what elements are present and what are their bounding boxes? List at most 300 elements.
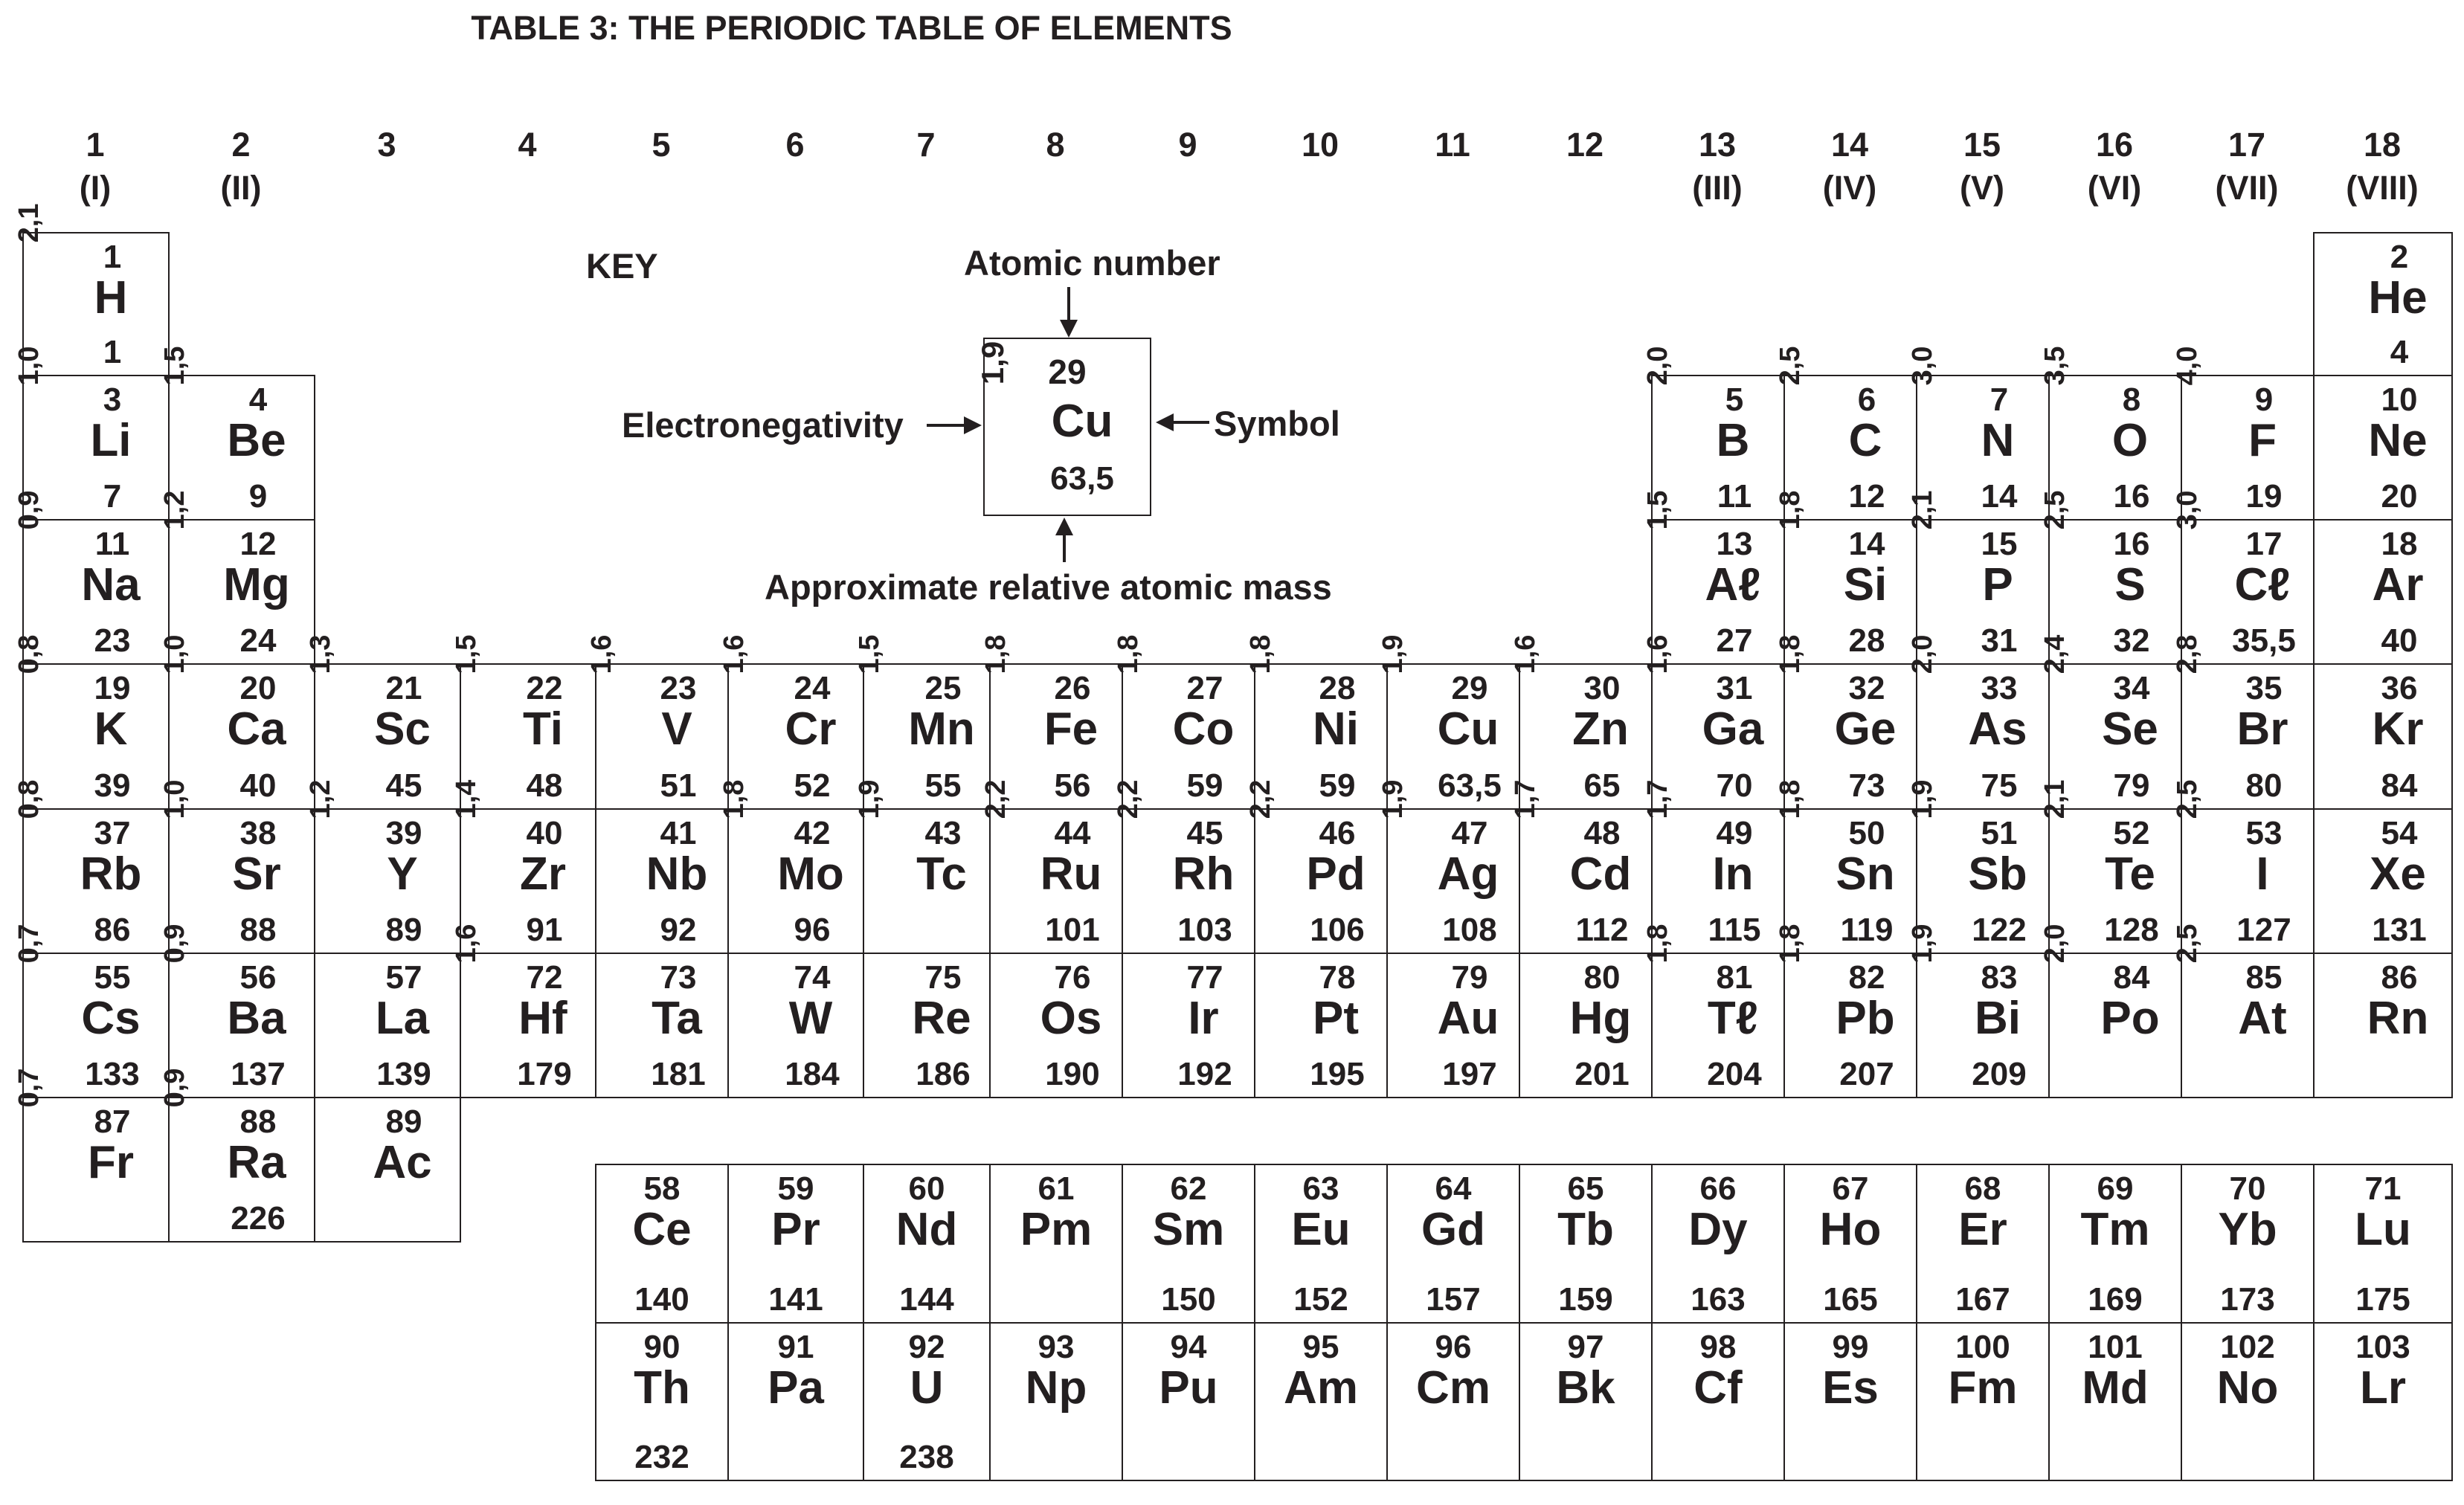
- atomic-number: 5: [1725, 381, 1744, 418]
- atomic-mass: 7: [103, 478, 122, 515]
- element-symbol: Au: [1437, 993, 1499, 1044]
- element-symbol: Sn: [1836, 848, 1895, 900]
- element-symbol: Y: [387, 848, 418, 900]
- atomic-mass: 73: [1848, 767, 1885, 804]
- element-symbol: Pb: [1836, 993, 1895, 1044]
- atomic-mass: 91: [526, 912, 563, 948]
- electronegativity: 1,6: [586, 634, 617, 674]
- electronegativity: 1,6: [451, 924, 482, 964]
- element-symbol: Nb: [646, 848, 708, 900]
- element-symbol: Np: [1025, 1362, 1087, 1414]
- atomic-number: 65: [1567, 1170, 1604, 1207]
- atomic-number: 62: [1170, 1170, 1207, 1207]
- element-symbol: Mn: [908, 703, 975, 755]
- element-symbol: Ge: [1834, 703, 1897, 755]
- electronegativity: 1,6: [1642, 634, 1673, 674]
- atomic-number: 66: [1699, 1170, 1737, 1207]
- element-symbol: Pt: [1313, 993, 1359, 1044]
- atomic-mass: 175: [2355, 1281, 2410, 1318]
- atomic-number: 14: [1848, 526, 1885, 562]
- atomic-number: 93: [1038, 1329, 1075, 1365]
- group-number: 17: [2227, 126, 2266, 164]
- electronegativity: 1,5: [1642, 490, 1673, 530]
- element-symbol: La: [375, 993, 430, 1044]
- atomic-mass: 75: [1981, 767, 2018, 804]
- atomic-number: 11: [94, 526, 130, 562]
- electronegativity: 1,0: [159, 634, 190, 674]
- electronegativity: 2,1: [13, 203, 45, 243]
- atomic-mass: 24: [239, 622, 277, 659]
- group-roman-numeral: (IV): [1822, 169, 1877, 207]
- electronegativity: 3,5: [2039, 346, 2071, 386]
- atomic-number: 67: [1832, 1170, 1869, 1207]
- atomic-mass: 207: [1839, 1056, 1894, 1092]
- atomic-number: 24: [794, 670, 831, 706]
- element-symbol: Ca: [227, 703, 286, 755]
- atomic-number: 31: [1716, 670, 1753, 706]
- electronegativity: 2,2: [980, 779, 1011, 819]
- element-symbol: Zn: [1572, 703, 1629, 755]
- atomic-mass: 103: [1177, 912, 1232, 948]
- element-symbol: Aℓ: [1705, 559, 1761, 610]
- electronegativity: 1,6: [718, 634, 750, 674]
- element-symbol: Br: [2236, 703, 2288, 755]
- atomic-mass: 167: [1955, 1281, 2010, 1318]
- electronegativity: 2,1: [2039, 779, 2071, 819]
- atomic-number: 29: [1451, 670, 1488, 706]
- atomic-number: 54: [2381, 815, 2418, 851]
- atomic-mass: 139: [376, 1056, 431, 1092]
- element-symbol: Dy: [1688, 1204, 1748, 1255]
- atomic-mass: 32: [2113, 622, 2150, 659]
- atomic-number: 32: [1848, 670, 1885, 706]
- atomic-number: 76: [1054, 959, 1091, 996]
- electronegativity: 1,9: [854, 779, 885, 819]
- element-symbol: Gd: [1421, 1204, 1486, 1255]
- atomic-mass: 40: [2381, 622, 2418, 659]
- group-roman-numeral: (I): [79, 169, 112, 207]
- element-symbol: Pa: [768, 1362, 824, 1414]
- key-electronegativity-label: Electronegativity: [622, 405, 904, 445]
- element-symbol: Pd: [1306, 848, 1366, 900]
- electronegativity: 2,5: [1775, 346, 1806, 386]
- atomic-mass: 23: [94, 622, 131, 659]
- electronegativity: 1,7: [1642, 779, 1673, 819]
- atomic-number: 13: [1716, 526, 1753, 562]
- element-symbol: Sr: [232, 848, 281, 900]
- atomic-number: 25: [924, 670, 962, 706]
- atomic-mass: 59: [1319, 767, 1356, 804]
- atomic-mass: 80: [2245, 767, 2283, 804]
- atomic-mass: 56: [1054, 767, 1091, 804]
- atomic-number: 59: [777, 1170, 814, 1207]
- group-number: 6: [785, 126, 805, 164]
- atomic-mass: 1: [103, 334, 122, 370]
- atomic-number: 3: [103, 381, 122, 418]
- atomic-number: 12: [239, 526, 277, 562]
- atomic-number: 36: [2381, 670, 2418, 706]
- group-roman-numeral: (II): [220, 169, 262, 207]
- electronegativity: 2,1: [1907, 490, 1938, 530]
- atomic-number: 101: [2088, 1329, 2143, 1365]
- atomic-number: 72: [526, 959, 563, 996]
- atomic-mass: 163: [1691, 1281, 1746, 1318]
- group-number: 4: [518, 126, 537, 164]
- atomic-number: 4: [248, 381, 268, 418]
- group-number: 14: [1830, 126, 1869, 164]
- group-number: 9: [1178, 126, 1197, 164]
- atomic-mass: 238: [899, 1439, 954, 1475]
- element-symbol: Hg: [1569, 993, 1632, 1044]
- element-symbol: I: [2256, 848, 2269, 900]
- electronegativity: 1,0: [13, 346, 45, 386]
- atomic-mass: 141: [768, 1281, 823, 1318]
- atomic-mass: 70: [1716, 767, 1753, 804]
- atomic-number: 28: [1319, 670, 1356, 706]
- atomic-mass: 144: [899, 1281, 954, 1318]
- atomic-mass: 150: [1161, 1281, 1216, 1318]
- electronegativity: 1,2: [159, 490, 190, 530]
- element-symbol: N: [1981, 415, 2015, 466]
- atomic-mass: 27: [1716, 622, 1753, 659]
- element-symbol: Ni: [1313, 703, 1359, 755]
- atomic-number: 100: [1955, 1329, 2010, 1365]
- atomic-mass: 131: [2372, 912, 2427, 948]
- atomic-number: 78: [1319, 959, 1356, 996]
- atomic-mass: 20: [2381, 478, 2418, 515]
- atomic-mass: 40: [239, 767, 277, 804]
- atomic-number: 39: [385, 815, 422, 851]
- element-symbol: Cd: [1569, 848, 1632, 900]
- element-symbol: U: [910, 1362, 944, 1414]
- atomic-number: 46: [1319, 815, 1356, 851]
- atomic-mass: 159: [1558, 1281, 1613, 1318]
- page-title: TABLE 3: THE PERIODIC TABLE OF ELEMENTS: [471, 9, 1232, 47]
- atomic-number: 33: [1981, 670, 2018, 706]
- electronegativity: 1,9: [1377, 634, 1409, 674]
- atomic-number: 8: [2122, 381, 2141, 418]
- atomic-number: 56: [239, 959, 277, 996]
- atomic-mass: 119: [1840, 912, 1894, 948]
- group-number: 1: [86, 126, 105, 164]
- atomic-mass: 79: [2113, 767, 2150, 804]
- atomic-number: 64: [1435, 1170, 1472, 1207]
- atomic-mass: 106: [1310, 912, 1365, 948]
- atomic-number: 89: [385, 1103, 422, 1140]
- group-number: 7: [916, 126, 936, 164]
- atomic-mass: 169: [2088, 1281, 2143, 1318]
- atomic-number: 90: [643, 1329, 681, 1365]
- atomic-number: 68: [1964, 1170, 2001, 1207]
- electronegativity: 2,0: [2039, 924, 2071, 964]
- atomic-mass: 48: [526, 767, 563, 804]
- element-symbol: Zr: [520, 848, 566, 900]
- atomic-number: 21: [385, 670, 422, 706]
- atomic-number: 74: [794, 959, 831, 996]
- group-number: 18: [2363, 126, 2402, 164]
- atomic-number: 70: [2229, 1170, 2266, 1207]
- element-symbol: Co: [1172, 703, 1235, 755]
- atomic-number: 2: [2390, 239, 2409, 275]
- electronegativity: 1,9: [1377, 779, 1409, 819]
- atomic-mass: 14: [1981, 478, 2018, 515]
- element-symbol: Ru: [1040, 848, 1102, 900]
- electronegativity: 2,8: [2172, 634, 2203, 674]
- atomic-mass: 115: [1708, 912, 1761, 948]
- group-roman-numeral: (VII): [2215, 169, 2279, 207]
- element-symbol: Mo: [777, 848, 844, 900]
- electronegativity: 1,8: [1775, 924, 1806, 964]
- atomic-number: 48: [1583, 815, 1621, 851]
- element-symbol: K: [94, 703, 128, 755]
- element-symbol: Ag: [1437, 848, 1499, 900]
- electronegativity: 1,8: [1775, 634, 1806, 674]
- electronegativity: 3,0: [1907, 346, 1938, 386]
- atomic-mass: 195: [1310, 1056, 1365, 1092]
- atomic-mass: 86: [94, 912, 131, 948]
- group-number: 10: [1301, 126, 1339, 164]
- atomic-number: 27: [1186, 670, 1223, 706]
- element-symbol: Cℓ: [2234, 559, 2291, 610]
- atomic-number: 35: [2245, 670, 2283, 706]
- electronegativity: 2,5: [2172, 924, 2203, 964]
- atomic-mass: 137: [231, 1056, 286, 1092]
- atomic-number: 1: [103, 239, 122, 275]
- electronegativity: 0,8: [13, 779, 45, 819]
- atomic-mass: 101: [1045, 912, 1100, 948]
- element-symbol: As: [1968, 703, 2027, 755]
- atomic-mass: 92: [660, 912, 697, 948]
- atomic-number: 69: [2097, 1170, 2134, 1207]
- key-example-symbol: Cu: [1051, 396, 1113, 447]
- atomic-number: 15: [1981, 526, 2018, 562]
- group-number: 12: [1566, 126, 1604, 164]
- atomic-mass: 133: [85, 1056, 140, 1092]
- atomic-mass: 89: [385, 912, 422, 948]
- element-symbol: At: [2238, 993, 2287, 1044]
- group-roman-numeral: (III): [1692, 169, 1743, 207]
- atomic-number: 47: [1451, 815, 1488, 851]
- atomic-mass: 12: [1848, 478, 1885, 515]
- atomic-number: 41: [660, 815, 697, 851]
- element-symbol: Fr: [88, 1137, 134, 1188]
- element-symbol: Po: [2100, 993, 2160, 1044]
- electronegativity: 0,7: [13, 1068, 45, 1108]
- key-symbol-label: Symbol: [1214, 404, 1340, 443]
- atomic-number: 51: [1981, 815, 2018, 851]
- atomic-mass: 84: [2381, 767, 2418, 804]
- element-symbol: Ra: [227, 1137, 286, 1188]
- atomic-mass: 165: [1823, 1281, 1878, 1318]
- atomic-number: 34: [2113, 670, 2150, 706]
- atomic-number: 45: [1186, 815, 1223, 851]
- element-symbol: Te: [2105, 848, 2155, 900]
- element-symbol: Cf: [1693, 1362, 1743, 1414]
- atomic-number: 95: [1302, 1329, 1339, 1365]
- atomic-number: 19: [94, 670, 131, 706]
- element-symbol: Ce: [632, 1204, 692, 1255]
- electronegativity: 1,2: [305, 779, 336, 819]
- element-symbol: Ho: [1819, 1204, 1882, 1255]
- element-symbol: Ga: [1702, 703, 1764, 755]
- electronegativity: 3,0: [2172, 490, 2203, 530]
- atomic-mass: 181: [651, 1056, 706, 1092]
- element-symbol: Ir: [1188, 993, 1219, 1044]
- atomic-number: 97: [1567, 1329, 1604, 1365]
- group-number: 8: [1046, 126, 1065, 164]
- atomic-number: 30: [1583, 670, 1621, 706]
- atomic-number: 6: [1857, 381, 1876, 418]
- element-symbol: H: [94, 272, 128, 323]
- atomic-mass: 157: [1426, 1281, 1481, 1318]
- atomic-mass: 192: [1177, 1056, 1232, 1092]
- element-symbol: Bk: [1556, 1362, 1615, 1414]
- arrow-electronegativity-head: [964, 416, 982, 434]
- key-example-mass: 63,5: [1050, 460, 1114, 497]
- atomic-number: 84: [2113, 959, 2150, 996]
- element-symbol: V: [661, 703, 692, 755]
- element-symbol: Cs: [81, 993, 141, 1044]
- atomic-number: 43: [924, 815, 962, 851]
- atomic-mass: 39: [94, 767, 131, 804]
- element-symbol: Bi: [1975, 993, 2021, 1044]
- key-mass-label: Approximate relative atomic mass: [765, 567, 1332, 607]
- element-symbol: Th: [634, 1362, 690, 1414]
- electronegativity: 0,9: [13, 490, 45, 530]
- group-roman-numeral: (V): [1960, 169, 2004, 207]
- element-symbol: O: [2111, 415, 2149, 466]
- element-symbol: W: [788, 993, 833, 1044]
- atomic-number: 23: [660, 670, 697, 706]
- electronegativity: 1,0: [159, 779, 190, 819]
- atomic-number: 16: [2113, 526, 2150, 562]
- element-symbol: S: [2114, 559, 2146, 610]
- group-number: 11: [1435, 126, 1470, 164]
- element-symbol: Es: [1822, 1362, 1879, 1414]
- element-symbol: Er: [1958, 1204, 2007, 1255]
- atomic-mass: 197: [1442, 1056, 1497, 1092]
- arrow-mass-head: [1055, 518, 1073, 535]
- element-symbol: Ba: [227, 993, 286, 1044]
- group-number: 2: [231, 126, 251, 164]
- atomic-number: 94: [1170, 1329, 1207, 1365]
- atomic-number: 37: [94, 815, 131, 851]
- atomic-mass: 28: [1848, 622, 1885, 659]
- atomic-mass: 179: [517, 1056, 572, 1092]
- atomic-mass: 204: [1707, 1056, 1762, 1092]
- electronegativity: 1,8: [718, 779, 750, 819]
- atomic-mass: 19: [2245, 478, 2283, 515]
- atomic-mass: 45: [385, 767, 422, 804]
- arrow-atomic-number-head: [1060, 320, 1078, 338]
- electronegativity: 1,8: [1245, 634, 1276, 674]
- electronegativity: 0,7: [13, 924, 45, 964]
- atomic-number: 73: [660, 959, 697, 996]
- atomic-mass: 184: [785, 1056, 840, 1092]
- electronegativity: 1,8: [1642, 924, 1673, 964]
- atomic-number: 58: [643, 1170, 681, 1207]
- element-symbol: Pr: [771, 1204, 820, 1255]
- atomic-mass: 51: [660, 767, 697, 804]
- atomic-mass: 4: [2390, 334, 2409, 370]
- electronegativity: 1,8: [1775, 779, 1806, 819]
- group-roman-numeral: (VIII): [2346, 169, 2419, 207]
- element-symbol: B: [1716, 415, 1750, 466]
- atomic-number: 91: [777, 1329, 814, 1365]
- electronegativity: 1,8: [1113, 634, 1144, 674]
- electronegativity: 0,9: [159, 924, 190, 964]
- atomic-mass: 11: [1717, 478, 1752, 515]
- electronegativity: 1,5: [451, 634, 482, 674]
- atomic-mass: 190: [1045, 1056, 1100, 1092]
- element-symbol: Tℓ: [1707, 993, 1759, 1044]
- element-symbol: Be: [227, 415, 286, 466]
- electronegativity: 1,8: [1775, 490, 1806, 530]
- atomic-mass: 108: [1442, 912, 1497, 948]
- atomic-number: 87: [94, 1103, 131, 1140]
- electronegativity: 2,2: [1113, 779, 1144, 819]
- atomic-mass: 35,5: [2232, 622, 2296, 659]
- key-example-electronegativity: 1,9: [975, 341, 1010, 385]
- element-symbol: Re: [912, 993, 971, 1044]
- element-symbol: F: [2248, 415, 2277, 466]
- element-symbol: Am: [1284, 1362, 1358, 1414]
- electronegativity: 4,0: [2172, 346, 2203, 386]
- atomic-number: 85: [2245, 959, 2283, 996]
- element-symbol: Lu: [2355, 1204, 2411, 1255]
- element-symbol: Tm: [2080, 1204, 2150, 1255]
- atomic-number: 63: [1302, 1170, 1339, 1207]
- atomic-mass: 9: [248, 478, 268, 515]
- electronegativity: 2,0: [1642, 346, 1673, 386]
- element-symbol: Ti: [523, 703, 563, 755]
- atomic-mass: 65: [1583, 767, 1621, 804]
- atomic-mass: 152: [1293, 1281, 1348, 1318]
- element-symbol: Eu: [1291, 1204, 1351, 1255]
- element-symbol: Cr: [785, 703, 837, 755]
- atomic-number: 99: [1832, 1329, 1869, 1365]
- atomic-number: 61: [1038, 1170, 1075, 1207]
- electronegativity: 0,9: [159, 1068, 190, 1108]
- element-symbol: In: [1712, 848, 1754, 900]
- atomic-mass: 88: [239, 912, 277, 948]
- atomic-number: 55: [94, 959, 131, 996]
- group-number: 15: [1963, 126, 2001, 164]
- element-symbol: No: [2216, 1362, 2279, 1414]
- electronegativity: 2,5: [2039, 490, 2071, 530]
- electronegativity: 2,4: [2039, 634, 2071, 674]
- atomic-number: 60: [908, 1170, 945, 1207]
- atomic-number: 81: [1716, 959, 1753, 996]
- element-symbol: Kr: [2372, 703, 2424, 755]
- element-symbol: Nd: [895, 1204, 958, 1255]
- element-symbol: Sb: [1968, 848, 2027, 900]
- element-symbol: He: [2368, 272, 2428, 323]
- atomic-mass: 16: [2113, 478, 2150, 515]
- atomic-number: 9: [2254, 381, 2274, 418]
- atomic-number: 44: [1054, 815, 1091, 851]
- atomic-mass: 96: [794, 912, 831, 948]
- element-symbol: Ar: [2372, 559, 2424, 610]
- electronegativity: 2,5: [2172, 779, 2203, 819]
- element-symbol: Cu: [1437, 703, 1499, 755]
- atomic-mass: 122: [1972, 912, 2027, 948]
- electronegativity: 1,9: [1907, 924, 1938, 964]
- group-roman-numeral: (VI): [2087, 169, 2142, 207]
- electronegativity: 1,9: [1907, 779, 1938, 819]
- electronegativity: 1,6: [1510, 634, 1541, 674]
- atomic-number: 40: [526, 815, 563, 851]
